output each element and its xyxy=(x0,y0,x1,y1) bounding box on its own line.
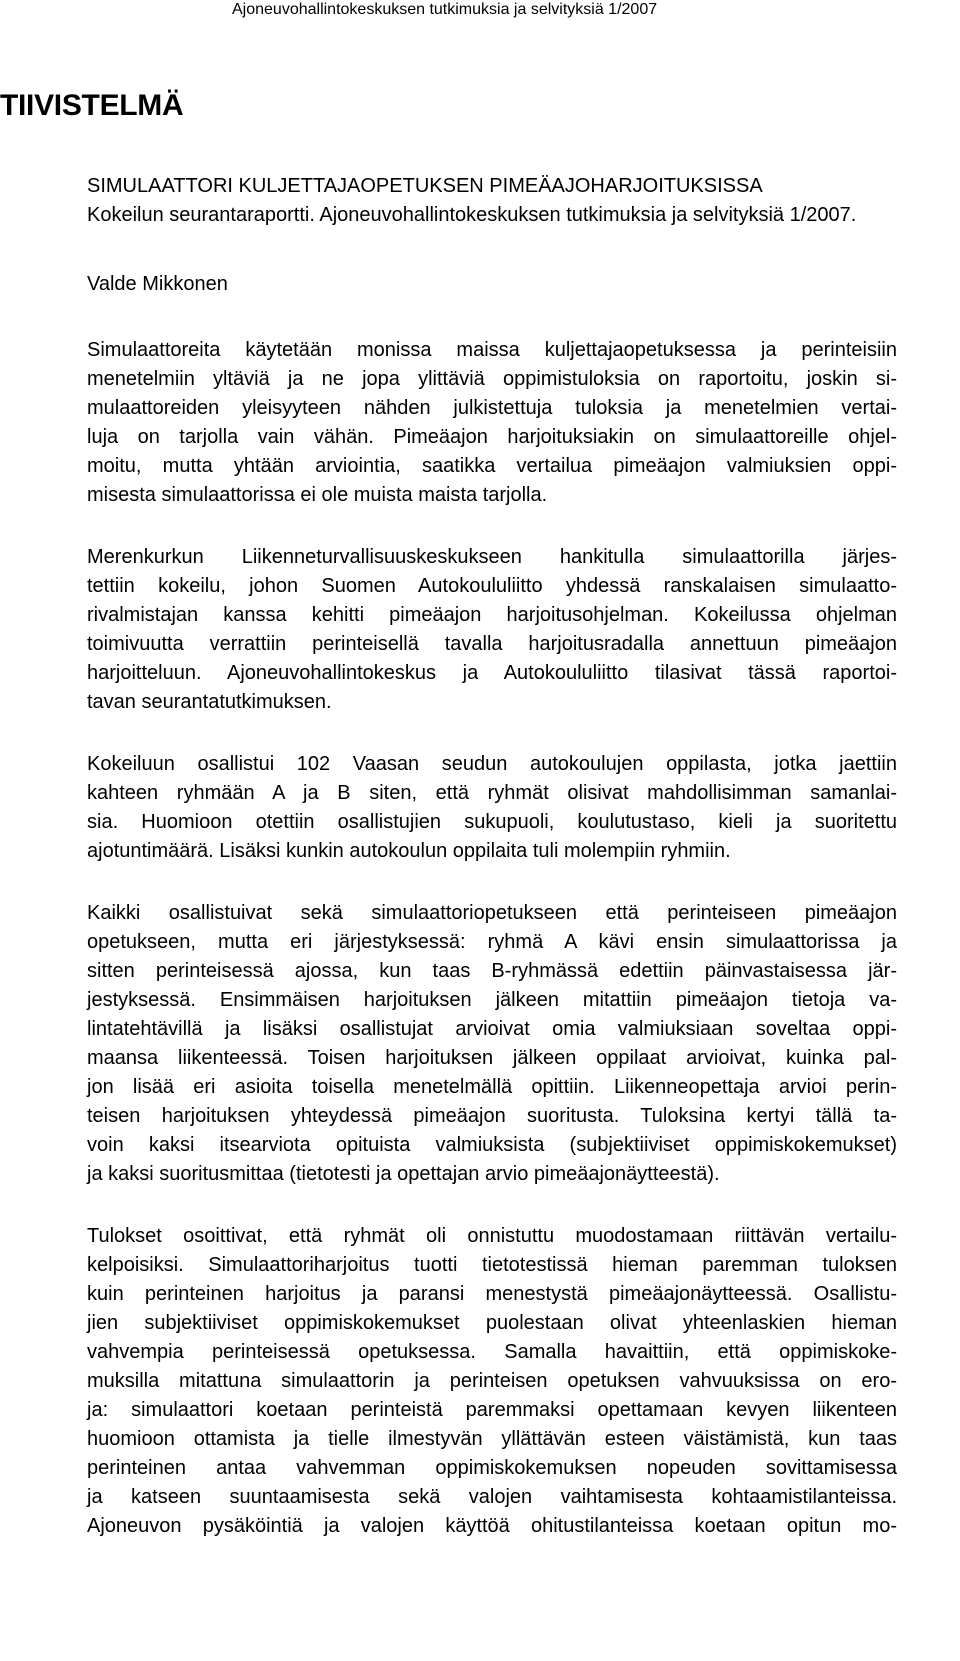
paragraph-line: vahvempia perinteisessä opetuksessa. Samalla havaittiin, että oppimiskoke- xyxy=(87,1341,897,1363)
paragraph-line: kahteen ryhmään A ja B siten, että ryhmät olisivat mahdollisimman samanlai- xyxy=(87,782,897,804)
paragraph-line: opetukseen, mutta eri järjestyksessä: ryhmä A kävi ensin simulaattorissa ja xyxy=(87,931,897,953)
paragraph-line: teisen harjoituksen yhteydessä pimeäajon suoritusta. Tuloksina kertyi tällä ta- xyxy=(87,1105,897,1127)
paragraph-line: lintatehtävillä ja lisäksi osallistujat arvioivat omia valmiuksiaan soveltaa oppi- xyxy=(87,1018,897,1040)
paragraph-line: misesta simulaattorissa ei ole muista maista tarjolla. xyxy=(87,484,548,506)
paragraph-line: voin kaksi itsearviota opituista valmiuksista (subjektiiviset oppimiskokemukset) xyxy=(87,1134,897,1156)
paragraph-line: ja: simulaattori koetaan perinteistä paremmaksi opettamaan kevyen liikenteen xyxy=(87,1399,897,1421)
paragraph-line: luja on tarjolla vain vähän. Pimeäajon harjoituksiakin on simulaattoreille ohjel- xyxy=(87,426,897,448)
paragraph-line: ajotuntimäärä. Lisäksi kunkin autokoulun oppilaita tuli molempiin ryhmiin. xyxy=(87,840,731,862)
paragraph-line: harjoitteluun. Ajoneuvohallintokeskus ja Autokoululiitto tilasivat tässä raportoi- xyxy=(87,662,897,684)
paragraph-line: Ajoneuvon pysäköintiä ja valojen käyttöä ohitustilanteissa koetaan opitun mo- xyxy=(87,1515,897,1537)
paragraph-line: jien subjektiiviset oppimiskokemukset puolestaan olivat yhteenlaskien hieman xyxy=(87,1312,897,1334)
paragraph-2 xyxy=(87,543,897,717)
paragraph-line: Merenkurkun Liikenneturvallisuuskeskukseen hankitulla simulaattorilla järjes- xyxy=(87,546,897,568)
page-title: TIIVISTELMÄ xyxy=(0,89,184,122)
paragraph-line: toimivuutta verrattiin perinteisellä tavalla harjoitusradalla annettuun pimeäajon xyxy=(87,633,897,655)
paragraph-line: menetelmiin yltäviä ja ne jopa ylittäviä oppimistuloksia on raportoitu, joskin si- xyxy=(87,368,897,390)
abstract-body xyxy=(87,172,897,1541)
paragraph-line: perinteinen antaa vahvemman oppimiskokemuksen nopeuden sovittamisessa xyxy=(87,1457,897,1479)
paragraph-line: ja katseen suuntaamisesta sekä valojen vaihtamisesta kohtaamistilanteissa. xyxy=(87,1486,897,1508)
running-header: Ajoneuvohallintokeskuksen tutkimuksia ja selvityksiä 1/2007 xyxy=(232,1,658,18)
paragraph-line: moitu, mutta yhtään arviointia, saatikka vertailua pimeäajon valmiuksien oppi- xyxy=(87,455,897,477)
paragraph-line: sitten perinteisessä ajossa, kun taas B-ryhmässä edettiin päinvastaisessa jär- xyxy=(87,960,897,982)
paragraph-line: ja kaksi suoritusmittaa (tietotesti ja opettajan arvio pimeäajonäytteestä). xyxy=(87,1163,720,1185)
report-citation: Kokeilun seurantaraportti. Ajoneuvohallintokeskuksen tutkimuksia ja selvityksiä 1/2007. xyxy=(87,204,857,226)
paragraph-line: maansa liikenteessä. Toisen harjoituksen jälkeen oppilaat arvioivat, kuinka pal- xyxy=(87,1047,897,1069)
paragraph-line: Tulokset osoittivat, että ryhmät oli onnistuttu muodostamaan riittävän vertailu- xyxy=(87,1225,897,1247)
report-title: SIMULAATTORI KULJETTAJAOPETUKSEN PIMEÄAJOHARJOITUKSISSA xyxy=(87,175,763,197)
paragraph-line: sia. Huomioon otettiin osallistujien sukupuoli, koulutustaso, kieli ja suoritettu xyxy=(87,811,897,833)
author-name: Valde Mikkonen xyxy=(87,273,228,295)
paragraph-line: Kokeiluun osallistui 102 Vaasan seudun autokoulujen oppilasta, jotka jaettiin xyxy=(87,753,897,775)
paragraph-line: huomioon ottamista ja tielle ilmestyvän yllättävän esteen väistämistä, kun taas xyxy=(87,1428,897,1450)
paragraph-line: Kaikki osallistuivat sekä simulaattoriopetukseen että perinteiseen pimeäajon xyxy=(87,902,897,924)
paragraph-3 xyxy=(87,750,897,866)
paragraph-line: muksilla mitattuna simulaattorin ja perinteisen opetuksen vahvuuksissa on ero- xyxy=(87,1370,897,1392)
paragraph-line: kuin perinteinen harjoitus ja paransi menestystä pimeäajonäytteessä. Osallistu- xyxy=(87,1283,897,1305)
paragraph-line: tavan seurantatutkimuksen. xyxy=(87,691,332,713)
paragraph-line: tettiin kokeilu, johon Suomen Autokoululiitto yhdessä ranskalaisen simulaatto- xyxy=(87,575,897,597)
paragraph-line: jon lisää eri asioita toisella menetelmällä opittiin. Liikenneopettaja arvioi perin- xyxy=(87,1076,897,1098)
paragraph-line: jestyksessä. Ensimmäisen harjoituksen jälkeen mitattiin pimeäajon tietoja va- xyxy=(87,989,897,1011)
paragraph-5 xyxy=(87,1222,897,1541)
paragraph-line: kelpoisiksi. Simulaattoriharjoitus tuotti tietotestissä hieman paremman tuloksen xyxy=(87,1254,897,1276)
paragraph-line: rivalmistajan kanssa kehitti pimeäajon harjoitusohjelman. Kokeilussa ohjelman xyxy=(87,604,897,626)
paragraph-4 xyxy=(87,899,897,1189)
paragraph-1 xyxy=(87,336,897,510)
paragraph-line: Simulaattoreita käytetään monissa maissa kuljettajaopetuksessa ja perinteisiin xyxy=(87,339,897,361)
paragraph-line: mulaattoreiden yleisyyteen nähden julkistettuja tuloksia ja menetelmien vertai- xyxy=(87,397,897,419)
